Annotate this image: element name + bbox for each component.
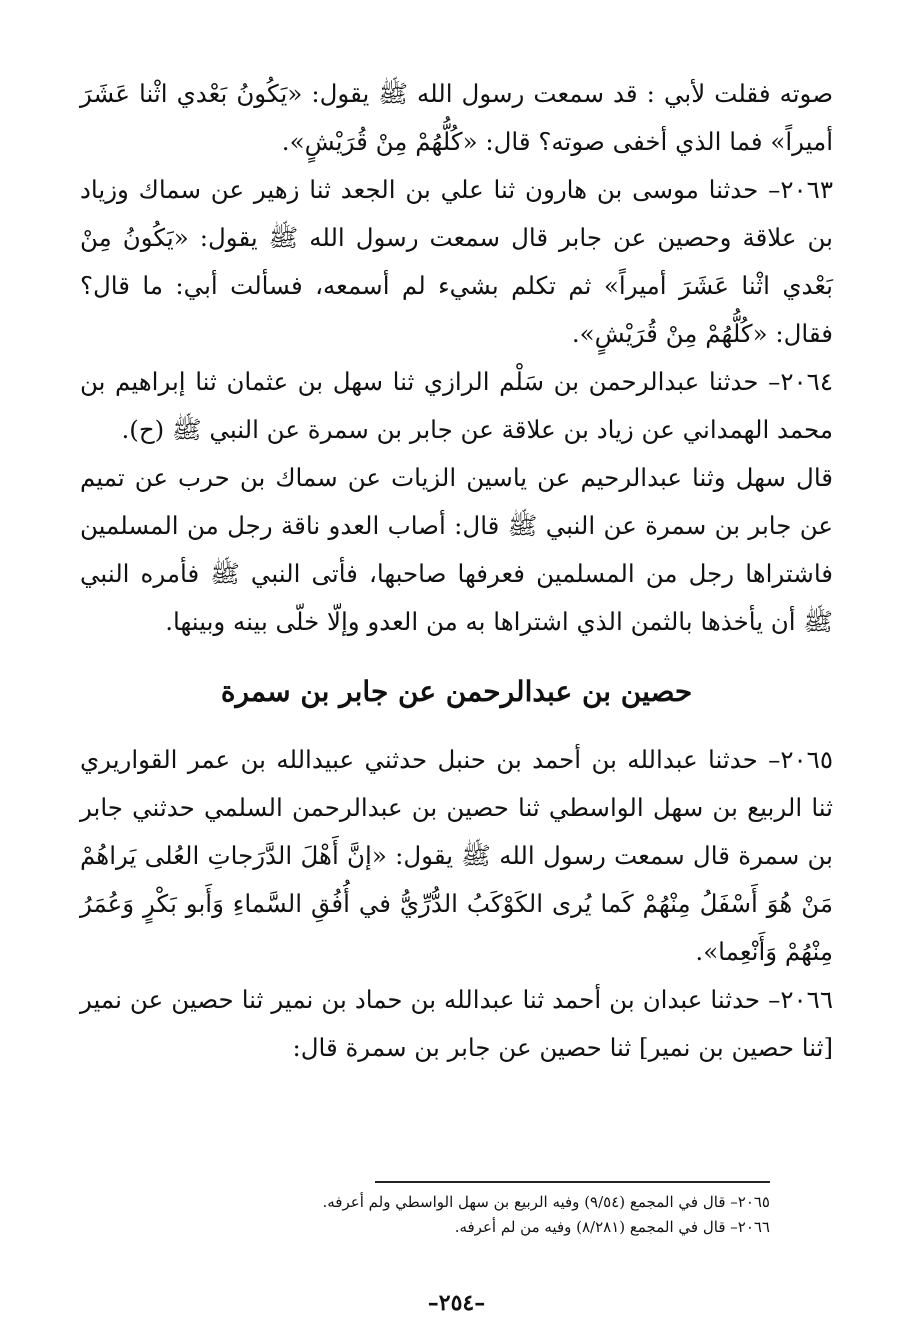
main-text-continued [80, 736, 833, 1072]
footnote-divider [375, 1181, 770, 1183]
paragraph-hadith-2066: ٢٠٦٦– حدثنا عبدان بن أحمد ثنا عبدالله بن حماد بن نمير ثنا حصين عن نمير [ثنا حصين بن نمير] ثنا حصين عن جابر بن سمرة قال: [80, 985, 833, 1062]
footnotes [170, 1190, 770, 1240]
footnote-2065: ٢٠٦٥– قال في المجمع (٩/٥٤) وفيه الربيع بن سهل الواسطي ولم أعرفه. [322, 1193, 770, 1211]
paragraph-hadith-2063: ٢٠٦٣– حدثنا موسى بن هارون ثنا علي بن الجعد ثنا زهير عن سماك وزياد بن علاقة وحصين عن جابر قال سمعت رسول الله ﷺ يقول: «يَكُونُ مِنْ بَعْدي اثْنا عَشَرَ أميراً» ثم تكلم بشيء لم أسمعه، فسألت أبي: ما قال؟ فقال: «كُلُّهُمْ مِنْ قُرَيْشٍ». [80, 175, 833, 348]
page-number: –٢٥٤– [427, 1290, 486, 1316]
paragraph-continuation: صوته فقلت لأبي : قد سمعت رسول الله ﷺ يقول: «يَكُونُ بَعْدي اثْنا عَشَرَ أميراً» فما الذي أخفى صوته؟ قال: «كُلُّهُمْ مِنْ قُرَيْشٍ». [80, 79, 833, 156]
paragraph-hadith-2065: ٢٠٦٥– حدثنا عبدالله بن أحمد بن حنبل حدثني عبيدالله بن عمر القواريري ثنا الربيع بن سهل الواسطي ثنا حصين بن عبدالرحمن السلمي حدثني جابر بن سمرة قال سمعت رسول الله ﷺ يقول: «إنَّ أَهْلَ الدَّرَجاتِ العُلى يَراهُمْ مَنْ هُوَ أَسْفَلُ مِنْهُمْ كَما يُرى الكَوْكَبُ الدُّرِّيُّ في أُفُقِ السَّماءِ وَأَبو بَكْرٍ وَعُمَرُ مِنْهُمْ وَأَنْعِما». [80, 745, 833, 966]
main-text [80, 70, 833, 646]
section-heading: حصين بن عبدالرحمن عن جابر بن سمرة [220, 675, 693, 708]
footnote-2066: ٢٠٦٦– قال في المجمع (٨/٢٨١) وفيه من لم أعرفه. [454, 1218, 770, 1236]
paragraph-hadith-2064: ٢٠٦٤– حدثنا عبدالرحمن بن سَلْم الرازي ثنا سهل بن عثمان ثنا إبراهيم بن محمد الهمداني عن زياد بن علاقة عن جابر بن سمرة عن النبي ﷺ (ح). [80, 367, 833, 444]
paragraph-sahl-narration: قال سهل وثنا عبدالرحيم عن ياسين الزيات عن سماك بن حرب عن تميم عن جابر بن سمرة عن النبي ﷺ قال: أصاب العدو ناقة رجل من المسلمين فاشتراها رجل من المسلمين فعرفها صاحبها، فأتى النبي ﷺ فأمره النبي ﷺ أن يأخذها بالثمن الذي اشتراها به من العدو وإلّا خلّى بينه وبينها. [80, 463, 833, 636]
